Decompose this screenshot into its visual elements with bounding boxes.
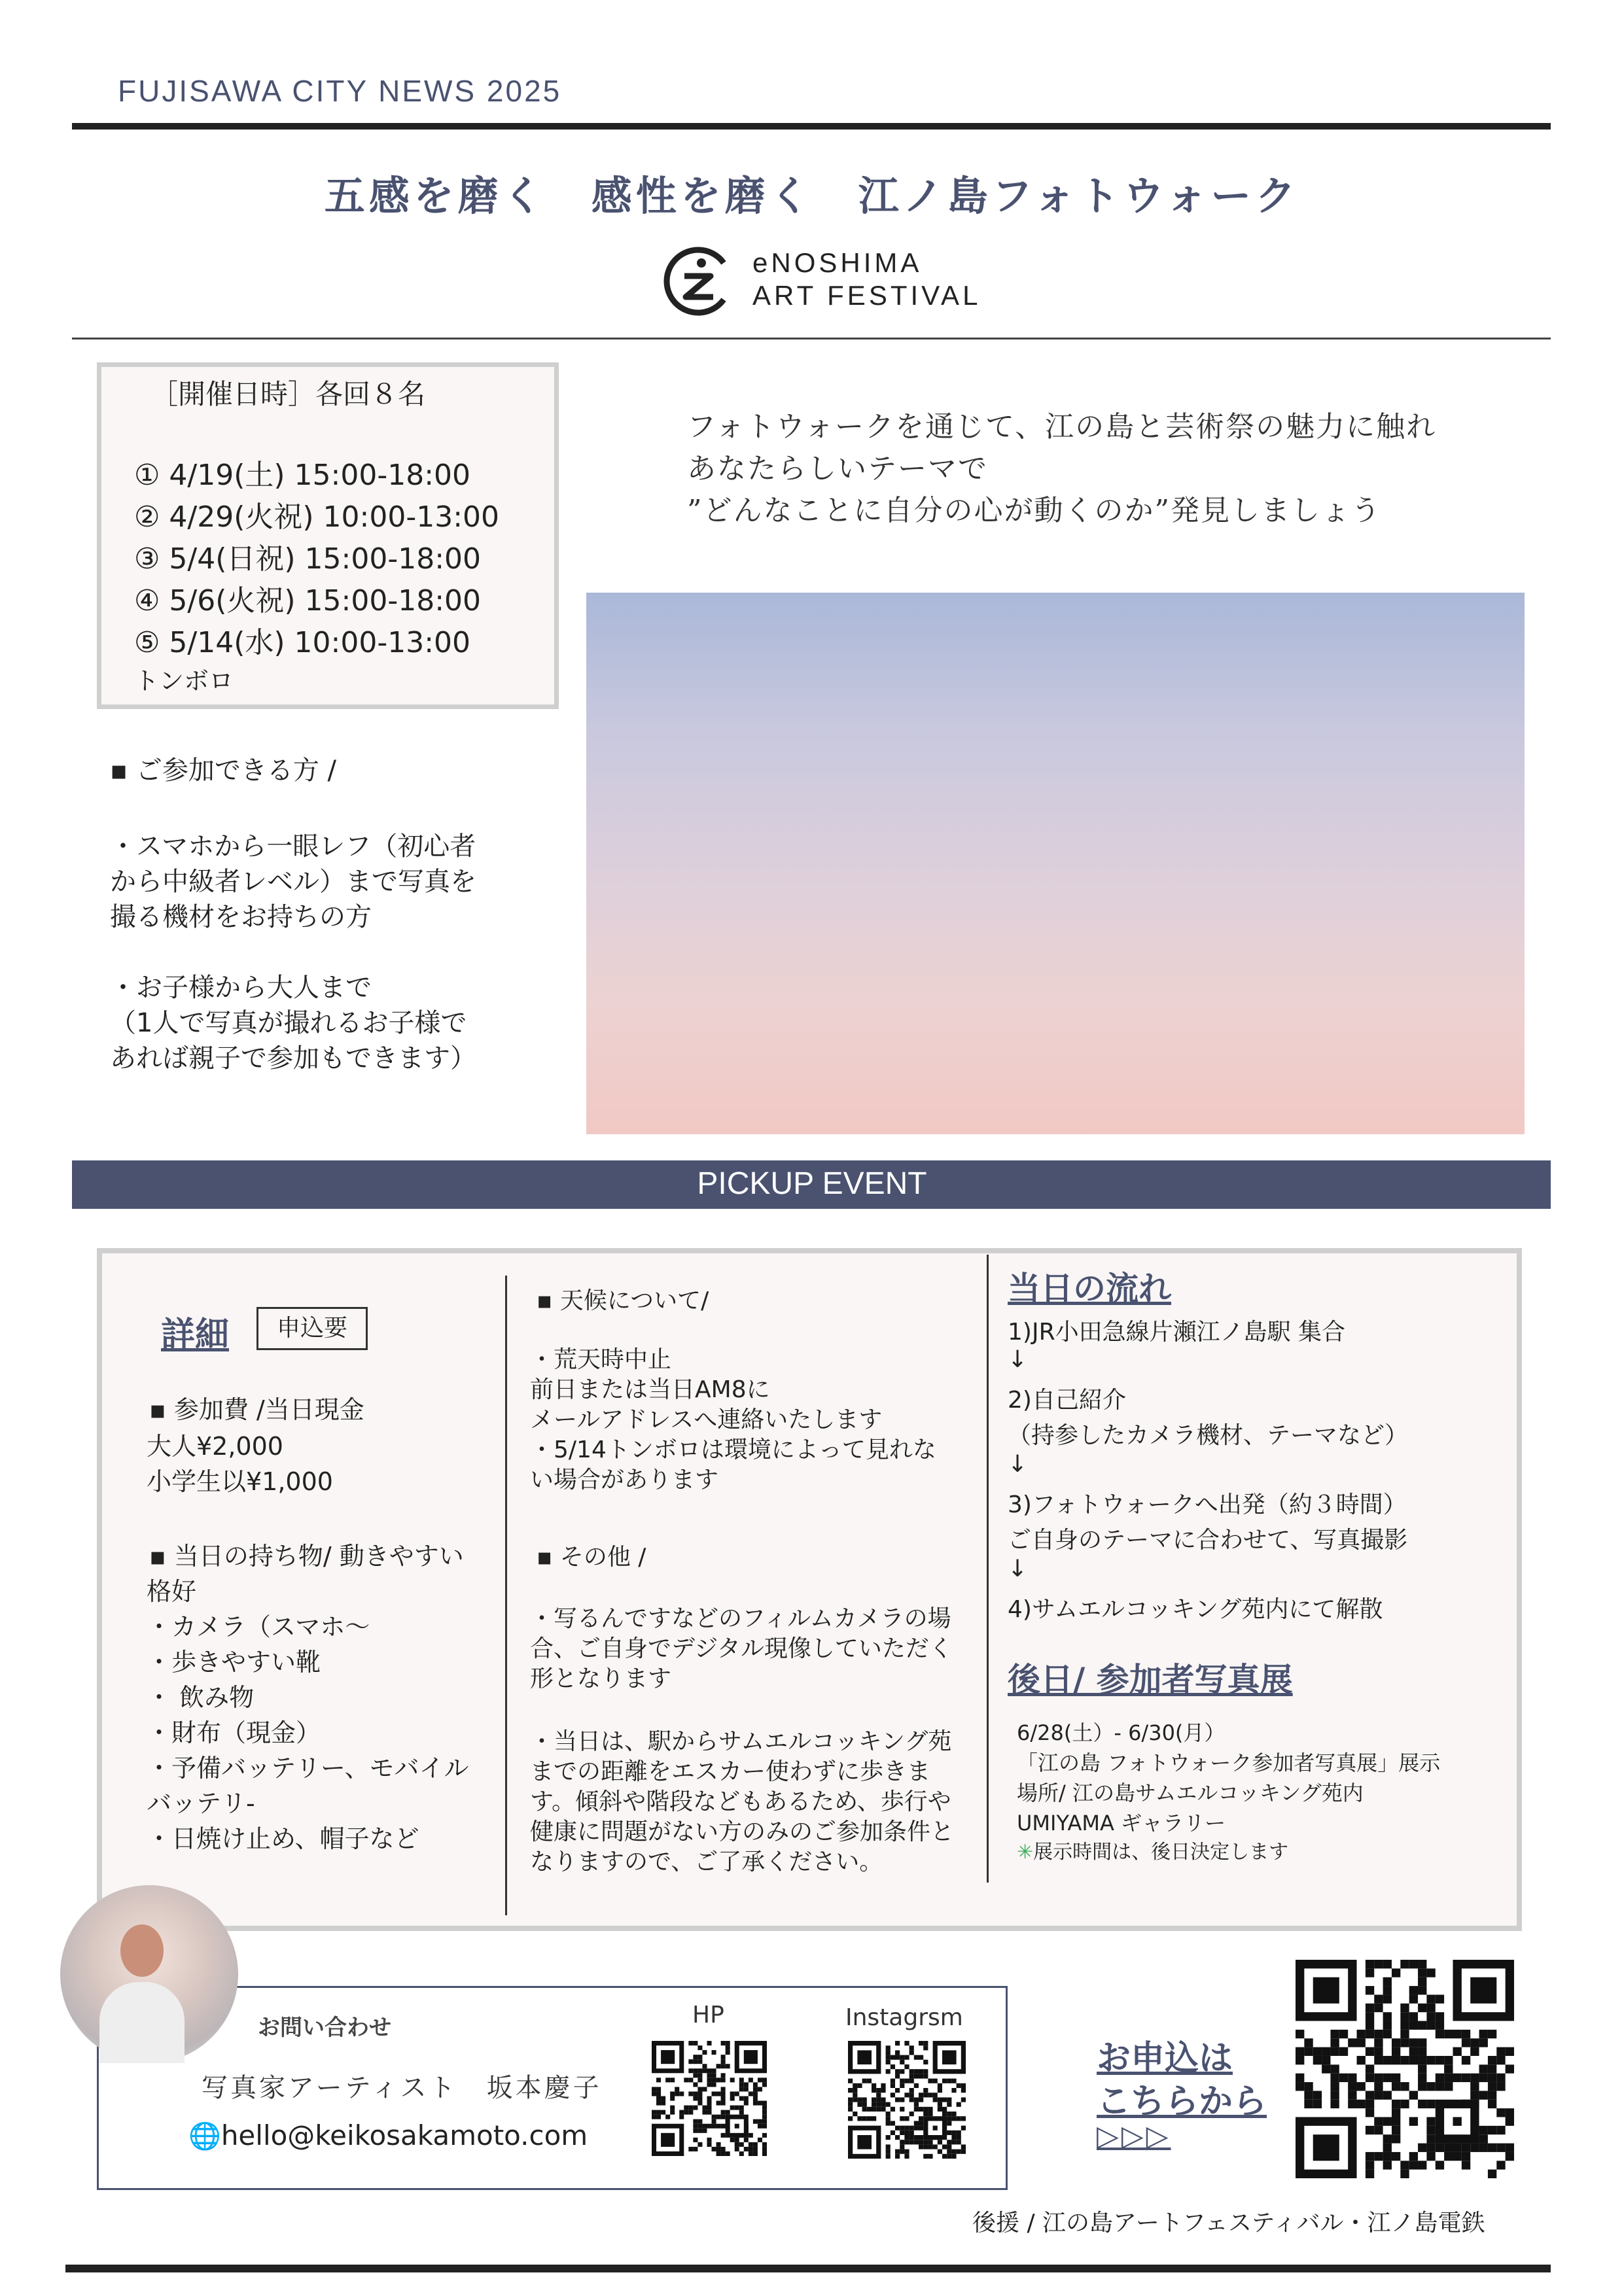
apply-line[interactable]: お申込は (1097, 2039, 1233, 2078)
globe-icon: 🌐 (188, 2121, 221, 2151)
logo-text-enoshima: eNOSHIMA (752, 247, 923, 278)
instagram-qr-code-icon[interactable] (848, 2041, 966, 2159)
exhibition-note (1017, 1835, 1288, 1864)
flow-line: 3)フォトウォークへ出発（約３時間） (1008, 1491, 1407, 1518)
eligibility-line: から中級者レベル）まで写真を (110, 867, 476, 897)
exhibition-title: 後日/ 参加者写真展 (1008, 1661, 1293, 1699)
weather-line: ・荒天時中止 (530, 1346, 672, 1373)
intro-line: あなたらしいテーマで (687, 452, 988, 485)
flow-line: 4)サムエルコッキング苑内にて解散 (1008, 1596, 1383, 1623)
column-divider (987, 1255, 989, 1883)
contact-email[interactable] (188, 2119, 588, 2151)
item-line: ・財布（現金） (147, 1718, 321, 1747)
hp-label: HP (692, 2002, 724, 2028)
artist-name: 写真家アーティスト 坂本慶子 (202, 2073, 602, 2103)
top-rule (72, 123, 1551, 130)
other-line: までの距離をエスカー使わずに歩きま (530, 1758, 931, 1785)
details-title: 詳細 (161, 1315, 230, 1355)
avatar-body (99, 1982, 185, 2063)
schedule-item: ① 4/19(土) 15:00-18:00 (134, 459, 471, 492)
exhibition-note-text: 展示時間は、後日決定します (1033, 1841, 1289, 1864)
exhibition-line: UMIYAMA ギャラリー (1017, 1811, 1226, 1835)
item-line: ・ 飲み物 (147, 1683, 255, 1712)
flow-arrow: ↓ (1008, 1451, 1028, 1478)
apply-line[interactable]: こちらから (1097, 2082, 1267, 2121)
weather-line: メールアドレスへ連絡いたします (530, 1406, 883, 1433)
newsletter-header: FUJISAWA CITY NEWS 2025 (118, 74, 562, 108)
exhibition-line: 場所/ 江の島サムエルコッキング苑内 (1017, 1781, 1364, 1805)
intro-line: フォトウォークを通じて、江の島と芸術祭の魅力に触れ (687, 410, 1437, 444)
eligibility-line: （1人で写真が撮れるお子様で (110, 1008, 467, 1038)
schedule-heading: ［開催日時］各回８名 (150, 378, 426, 410)
exhibition-line: 6/28(土）- 6/30(月） (1017, 1720, 1226, 1745)
avatar-head (120, 1924, 164, 1977)
page-title: 五感を磨く 感性を磨く 江ノ島フォトウォーク (324, 172, 1300, 220)
flow-line: （持参したカメラ機材、テーマなど） (1008, 1422, 1409, 1449)
item-line: ・歩きやすい靴 (147, 1648, 321, 1677)
other-line: す。傾斜や階段などもあるため、歩行や (530, 1788, 951, 1815)
eligibility-line: 撮る機材をお持ちの方 (110, 902, 372, 932)
other-line: 形となります (530, 1665, 672, 1692)
other-line: 健康に問題がない方のみのご参加条件と (530, 1818, 955, 1845)
item-line: ・予備バッテリー、モバイル (147, 1754, 469, 1783)
sky-photo (586, 593, 1525, 1134)
schedule-item: ② 4/29(火祝) 10:00-13:00 (134, 500, 500, 534)
weather-line: 前日または当日AM8に (530, 1376, 770, 1403)
eligibility-line: あれば親子で参加もできます） (110, 1043, 476, 1073)
weather-heading: ▪ 天候について/ (537, 1287, 709, 1314)
schedule-item: ③ 5/4(日祝) 15:00-18:00 (134, 542, 482, 576)
email-text[interactable]: hello@keikosakamoto.com (221, 2119, 588, 2151)
header-divider (72, 338, 1551, 339)
apply-qr-code-icon[interactable] (1296, 1960, 1514, 2178)
other-heading: ▪ その他 / (537, 1544, 646, 1571)
item-line: ・カメラ（スマホ〜 (147, 1612, 370, 1641)
flow-arrow: ↓ (1008, 1346, 1028, 1373)
application-required-badge: 申込要 (256, 1307, 368, 1350)
intro-line: ”どんなことに自分の心が動くのか”発見しましょう (687, 494, 1381, 527)
asterisk-icon: ✳ (1017, 1841, 1034, 1864)
schedule-note: トンボロ (134, 667, 234, 695)
apply-arrows-icon[interactable]: ▷▷▷ (1097, 2119, 1171, 2153)
logo-text-art-festival: ART FESTIVAL (752, 280, 981, 311)
item-line: ・日焼け止め、帽子など (147, 1824, 419, 1853)
eligibility-heading: ▪ ご参加できる方 / (110, 756, 337, 786)
other-line: ・当日は、駅からサムエルコッキング苑 (530, 1728, 952, 1755)
fee-line: 大人¥2,000 (147, 1432, 283, 1461)
pickup-event-label: PICKUP EVENT (697, 1166, 927, 1201)
items-heading: ▪ 当日の持ち物/ 動きやすい (149, 1542, 464, 1571)
flow-line: 1)JR小田急線片瀬江ノ島駅 集合 (1008, 1319, 1346, 1346)
fee-line: 小学生以¥1,000 (147, 1467, 333, 1496)
flow-title: 当日の流れ (1008, 1270, 1171, 1308)
weather-line: い場合があります (530, 1467, 719, 1493)
items-heading-cont: 格好 (147, 1577, 197, 1606)
hp-qr-code-icon[interactable] (652, 2041, 767, 2156)
fee-heading: ▪ 参加費 /当日現金 (149, 1395, 364, 1424)
schedule-item: ④ 5/6(火祝) 15:00-18:00 (134, 584, 482, 617)
eligibility-line: ・お子様から大人まで (110, 973, 372, 1003)
other-line: 合、ご自身でデジタル現像していただく (530, 1635, 953, 1662)
bottom-rule (65, 2265, 1551, 2272)
other-line: なりますので、ご了承ください。 (530, 1849, 883, 1875)
festival-logo-icon (661, 243, 737, 319)
column-divider (505, 1276, 507, 1915)
instagram-label: Instagrsm (845, 2004, 963, 2031)
schedule-item: ⑤ 5/14(水) 10:00-13:00 (134, 626, 471, 659)
item-line: バッテリ- (147, 1789, 255, 1818)
contact-label: お問い合わせ (258, 2015, 391, 2041)
flow-line: 2)自己紹介 (1008, 1387, 1126, 1414)
exhibition-line: 「江の島 フォトウォーク参加者写真展」展示 (1017, 1750, 1441, 1775)
flow-line: ご自身のテーマに合わせて、写真撮影 (1008, 1527, 1408, 1554)
eligibility-line: ・スマホから一眼レフ（初心者 (110, 831, 476, 861)
flow-arrow: ↓ (1008, 1556, 1028, 1582)
support-credit: 後援 / 江の島アートフェスティバル・江ノ島電鉄 (972, 2210, 1485, 2236)
weather-line: ・5/14トンボロは環境によって見れな (530, 1436, 936, 1463)
other-line: ・写るんですなどのフィルムカメラの場 (530, 1605, 951, 1632)
